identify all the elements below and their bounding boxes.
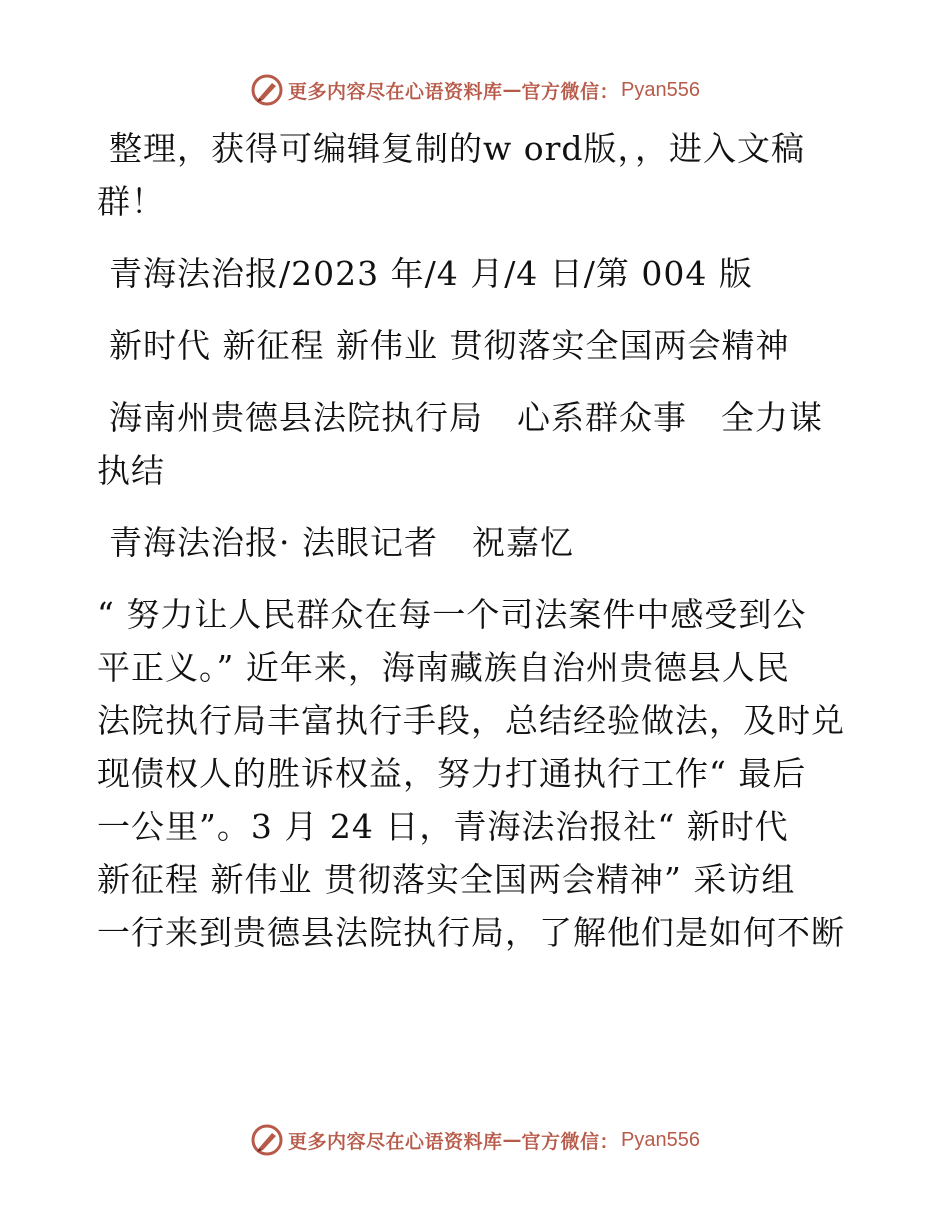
headline-line: 海南州贵德县法院执行局 心系群众事 全力谋 [109,398,823,437]
watermark-account: Pyan556 [621,78,700,101]
body-line: 新征程 新伟业 贯彻落实全国两会精神” 采访组 [97,860,796,899]
intro-paragraph [97,122,857,228]
body-paragraph [97,588,857,959]
watermark-prefix: 更多内容尽在心语资料库 [288,1130,503,1153]
source-text: 青海法治报/2023 年/4 月/4 日/第 004 版 [109,254,753,293]
body-line: 一行来到贵德县法院执行局，了解他们是如何不断 [97,913,845,952]
watermark-separator: — [502,79,522,101]
pen-logo-icon [250,1123,284,1157]
byline-text: 青海法治报· 法眼记者 祝嘉忆 [109,523,574,562]
footer-watermark [0,1120,950,1160]
body-line: “ 努力让人民群众在每一个司法案件中感受到公 [97,595,807,634]
intro-line: 整理，获得可编辑复制的w ord版，，进入文稿 [109,129,806,168]
watermark-account: Pyan556 [621,1128,700,1151]
byline [97,516,857,569]
body-line: 一公里”。3 月 24 日，青海法治报社“ 新时代 [97,807,789,846]
header-watermark [0,70,950,110]
headline [97,391,857,497]
body-line: 法院执行局丰富执行手段，总结经验做法，及时兑 [97,701,845,740]
headline-line: 执结 [97,451,165,490]
column-text: 新时代 新征程 新伟业 贯彻落实全国两会精神 [109,326,790,365]
body-line: 现债权人的胜诉权益，努力打通执行工作“ 最后 [97,754,807,793]
document-body [97,122,857,959]
watermark-label: 官方微信： [521,1130,620,1153]
column-line [97,319,857,372]
source-line [97,247,857,300]
watermark-separator: — [502,1129,522,1151]
intro-line: 群！ [97,182,165,221]
watermark-label: 官方微信： [521,80,620,103]
watermark-prefix: 更多内容尽在心语资料库 [288,80,503,103]
body-line: 平正义。” 近年来，海南藏族自治州贵德县人民 [97,648,790,687]
pen-logo-icon [250,73,284,107]
